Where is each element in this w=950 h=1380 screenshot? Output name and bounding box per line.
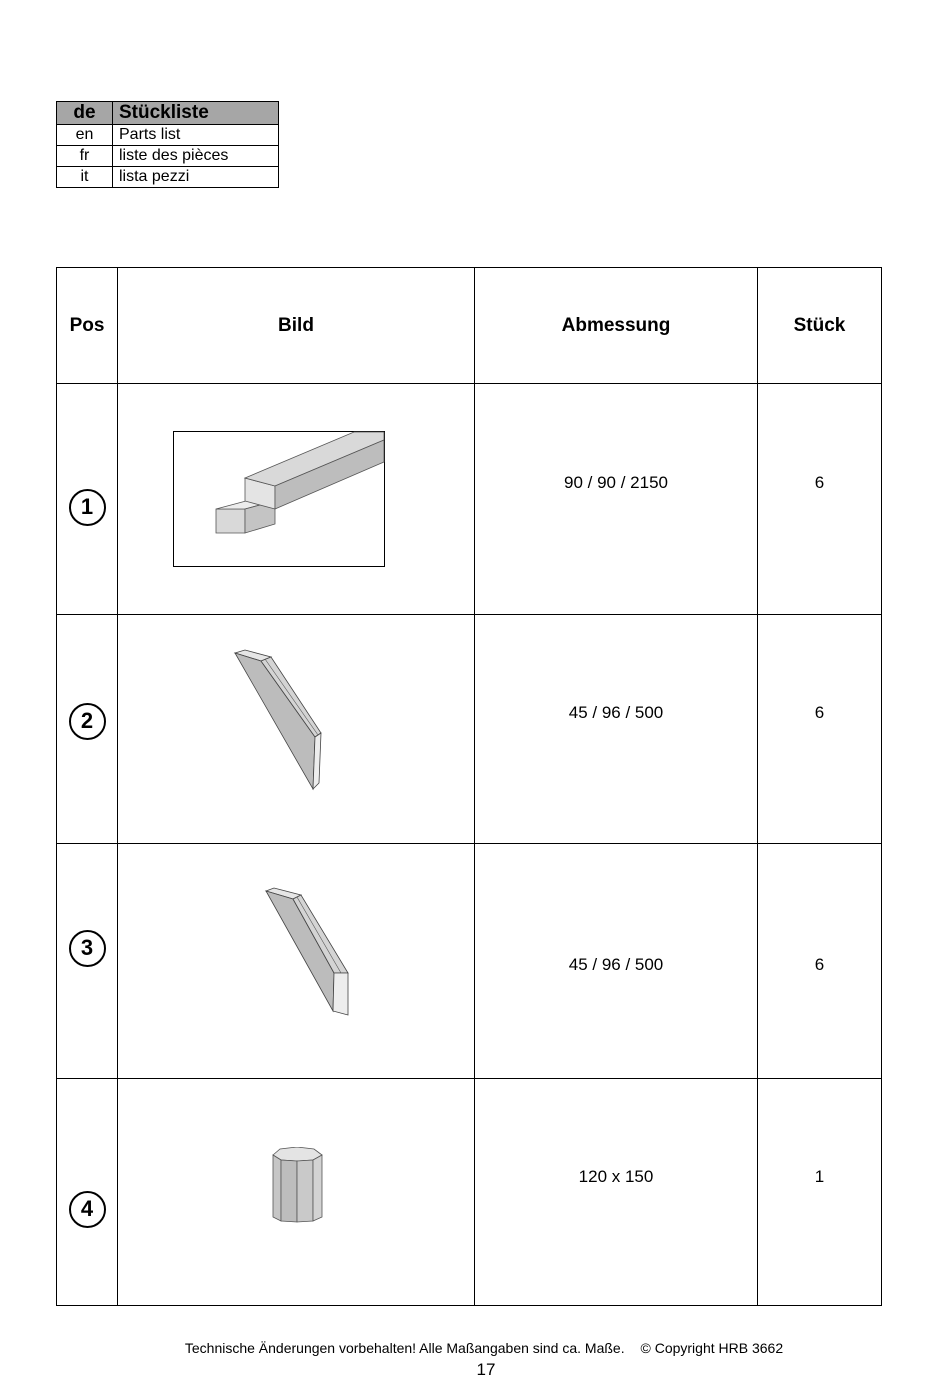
quantity-cell bbox=[758, 1079, 882, 1306]
language-row-en bbox=[57, 125, 279, 146]
dimension-value: 45 / 96 / 500 bbox=[568, 955, 664, 974]
language-label: Parts list bbox=[113, 125, 279, 146]
dimension-value: 90 / 90 / 2150 bbox=[564, 473, 668, 492]
quantity-value: 1 bbox=[814, 1167, 825, 1186]
language-label: lista pezzi bbox=[113, 167, 279, 188]
dimension-cell bbox=[475, 615, 758, 844]
octagonal-post-icon bbox=[270, 1147, 324, 1223]
parts-table bbox=[56, 267, 882, 1306]
dimension-value: 45 / 96 / 500 bbox=[568, 703, 664, 722]
pos-cell bbox=[57, 1079, 118, 1306]
page-number: 17 bbox=[476, 1360, 496, 1379]
language-code: it bbox=[57, 167, 113, 188]
footer-copyright: © Copyright HRB 3662 bbox=[640, 1340, 784, 1356]
footer-note: Technische Änderungen vorbehalten! Alle Maßangaben sind ca. Maße. bbox=[184, 1340, 625, 1356]
angled-brace-icon bbox=[264, 887, 354, 1017]
pos-cell bbox=[57, 615, 118, 844]
table-row bbox=[57, 1079, 882, 1306]
pos-cell bbox=[57, 844, 118, 1079]
language-code: de bbox=[57, 102, 113, 125]
quantity-cell bbox=[758, 615, 882, 844]
language-label: liste des pièces bbox=[113, 146, 279, 167]
image-cell bbox=[118, 615, 475, 844]
language-table bbox=[56, 101, 279, 188]
quantity-value: 6 bbox=[814, 955, 825, 974]
angled-brace-icon bbox=[233, 649, 333, 794]
quantity-value: 6 bbox=[814, 473, 825, 492]
header-quantity: Stück bbox=[758, 268, 882, 384]
square-beam-icon bbox=[173, 431, 385, 567]
image-cell bbox=[118, 1079, 475, 1306]
language-code: en bbox=[57, 125, 113, 146]
dimension-cell bbox=[475, 384, 758, 615]
header-pos: Pos bbox=[57, 268, 118, 384]
dimension-cell bbox=[475, 844, 758, 1079]
language-row-fr bbox=[57, 146, 279, 167]
table-row bbox=[57, 615, 882, 844]
language-row-de bbox=[57, 102, 279, 125]
language-row-it bbox=[57, 167, 279, 188]
image-cell bbox=[118, 384, 475, 615]
dimension-value: 120 x 150 bbox=[578, 1167, 654, 1186]
pos-number: 3 bbox=[69, 930, 106, 967]
language-label: Stückliste bbox=[113, 102, 279, 125]
dimension-cell bbox=[475, 1079, 758, 1306]
quantity-cell bbox=[758, 384, 882, 615]
pos-number: 1 bbox=[69, 489, 106, 526]
image-cell bbox=[118, 844, 475, 1079]
quantity-value: 6 bbox=[814, 703, 825, 722]
header-image: Bild bbox=[118, 268, 475, 384]
table-row bbox=[57, 384, 882, 615]
page-footer bbox=[0, 1340, 950, 1356]
table-row bbox=[57, 844, 882, 1079]
pos-cell bbox=[57, 384, 118, 615]
pos-number: 2 bbox=[69, 703, 106, 740]
header-dimension: Abmessung bbox=[475, 268, 758, 384]
language-code: fr bbox=[57, 146, 113, 167]
pos-number: 4 bbox=[69, 1191, 106, 1228]
parts-header-row bbox=[57, 268, 882, 384]
quantity-cell bbox=[758, 844, 882, 1079]
